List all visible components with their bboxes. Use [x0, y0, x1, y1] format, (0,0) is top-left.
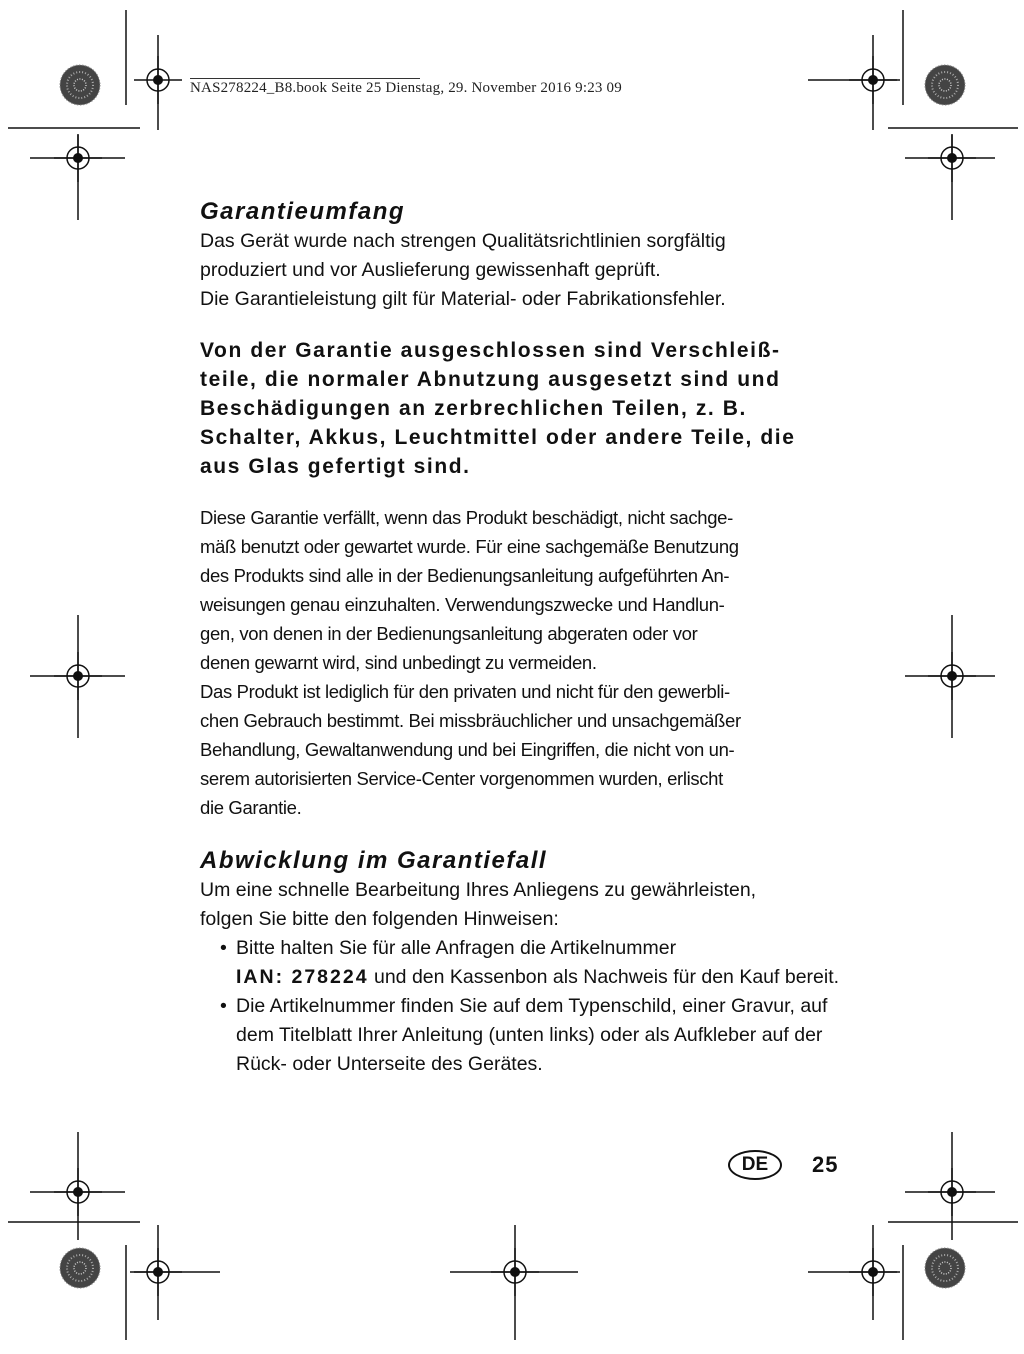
text-line: Um eine schnelle Bearbeitung Ihres Anliegens zu gewährleisten, — [200, 879, 757, 901]
text-line: serem autorisierten Service-Center vorgenommen wurden, erlischt — [200, 768, 723, 789]
section1-paragraph — [200, 227, 860, 314]
page-number: 25 — [812, 1152, 839, 1177]
page-content — [200, 197, 860, 1079]
bullet: • — [220, 995, 227, 1017]
section-title-garantieumfang: Garantieumfang — [200, 198, 406, 225]
text-line: teile, die normaler Abnutzung ausgesetzt sind und — [200, 368, 781, 391]
warranty-exclusion-notice — [200, 336, 860, 481]
header-rule — [190, 78, 420, 79]
text-line: Die Garantieleistung gilt für Material- oder Fabrikationsfehler. — [200, 288, 726, 310]
text-line: folgen Sie bitte den folgenden Hinweisen: — [200, 908, 559, 930]
color-wheel-bottom-left — [60, 1248, 100, 1288]
text-line: Beschädigungen an zerbrechlichen Teilen, z. B. — [200, 397, 747, 420]
list-item-text: und den Kassenbon als Nachweis für den Kauf bereit. — [368, 966, 840, 988]
section-claim-procedure — [200, 846, 860, 1079]
text-line: weisungen genau einzuhalten. Verwendungszwecke und Handlun- — [200, 594, 725, 615]
section2-intro — [200, 876, 860, 934]
list-item — [200, 934, 860, 992]
color-wheel-top-left — [60, 65, 100, 105]
text-line: die Garantie. — [200, 797, 302, 818]
text-line: produziert und vor Auslieferung gewissenhaft geprüft. — [200, 259, 661, 281]
print-file-info: NAS278224_B8.book Seite 25 Dienstag, 29. November 2016 9:23 09 — [190, 80, 622, 96]
text-line: Schalter, Akkus, Leuchtmittel oder andere Teile, die — [200, 426, 796, 449]
text-line: mäß benutzt oder gewartet wurde. Für eine sachgemäße Benutzung — [200, 536, 739, 557]
section-title-abwicklung: Abwicklung im Garantiefall — [200, 847, 548, 874]
text-line: Behandlung, Gewaltanwendung und bei Eingriffen, die nicht von un- — [200, 739, 735, 760]
text-line: des Produkts sind alle in der Bedienungsanleitung aufgeführten An- — [200, 565, 730, 586]
print-file-header — [190, 80, 622, 97]
instruction-list — [200, 934, 860, 1079]
list-item — [200, 992, 860, 1079]
text-line: Das Gerät wurde nach strengen Qualitätsrichtlinien sorgfältig — [200, 230, 726, 252]
bullet: • — [220, 937, 227, 959]
article-number: IAN: 278224 — [236, 966, 369, 988]
text-line: Das Produkt ist lediglich für den privaten und nicht für den gewerbli- — [200, 681, 730, 702]
warranty-conditions-paragraph — [200, 503, 860, 822]
language-badge: DE — [728, 1150, 782, 1180]
text-line: aus Glas gefertigt sind. — [200, 455, 471, 478]
text-line: gen, von denen in der Bedienungsanleitung abgeraten oder vor — [200, 623, 698, 644]
text-line: denen gewarnt wird, sind unbedingt zu vermeiden. — [200, 652, 597, 673]
text-line: chen Gebrauch bestimmt. Bei missbräuchlicher und unsachgemäßer — [200, 710, 741, 731]
color-wheel-bottom-right — [925, 1248, 965, 1288]
list-item-text: Die Artikelnummer finden Sie auf dem Typenschild, einer Gravur, auf dem Titelblatt Ihrer Anleitung (unten links) oder als Aufkleber auf der Rück- oder Unterseite des Gerätes. — [236, 995, 828, 1075]
text-line: Von der Garantie ausgeschlossen sind Verschleiß- — [200, 339, 781, 362]
page-footer — [728, 1150, 838, 1180]
list-item-text: Bitte halten Sie für alle Anfragen die Artikelnummer — [236, 937, 677, 959]
color-wheel-top-right — [925, 65, 965, 105]
text-line: Diese Garantie verfällt, wenn das Produkt beschädigt, nicht sachge- — [200, 507, 733, 528]
